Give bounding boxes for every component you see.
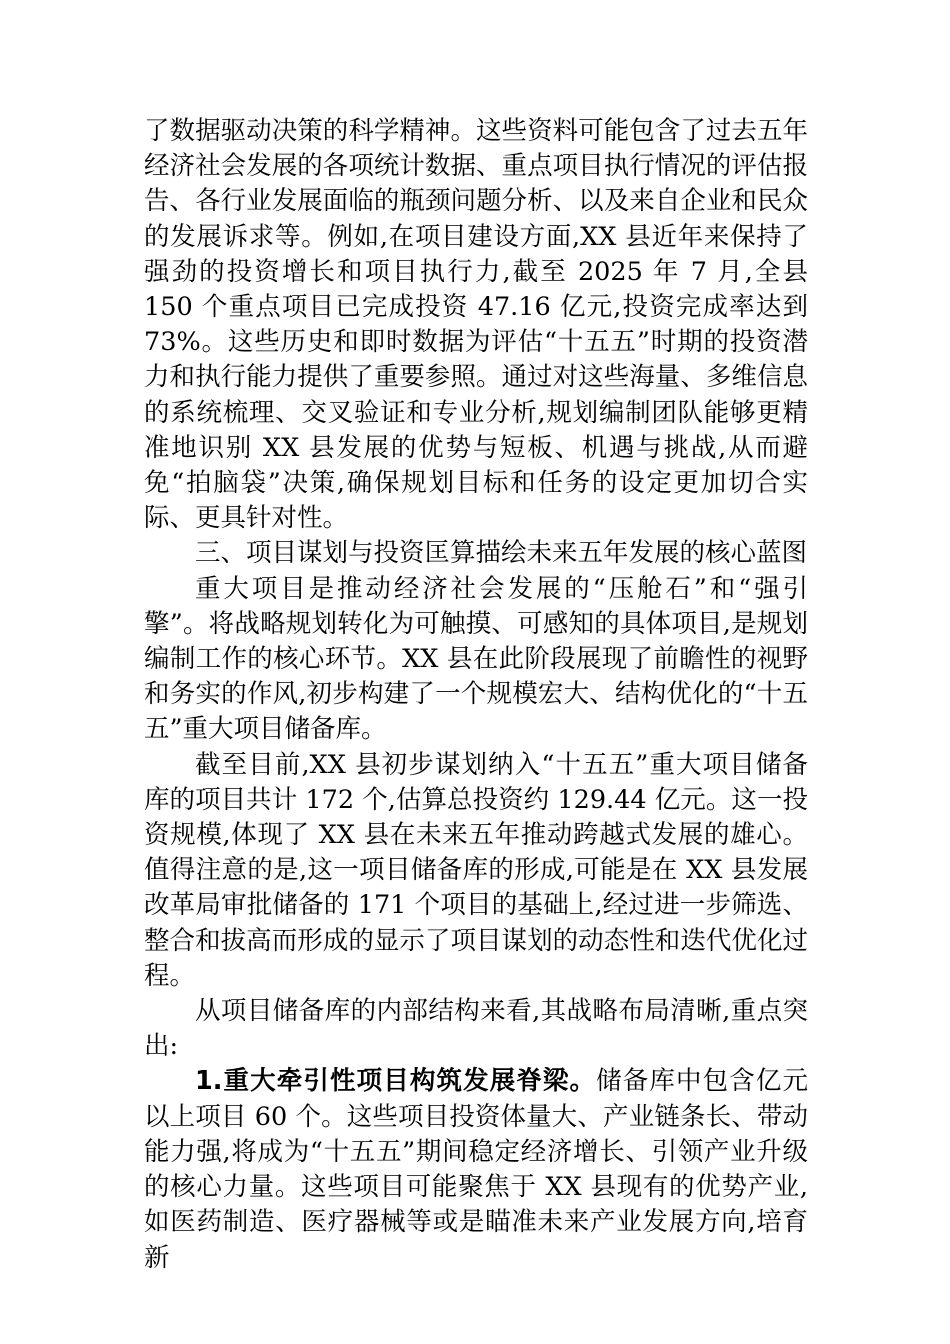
- item-heading: 1.重大牵引性项目构筑发展脊梁。: [195, 1066, 597, 1097]
- section-heading: 三、项目谋划与投资匡算描绘未来五年发展的核心蓝图: [195, 538, 808, 569]
- body-paragraph: 重大项目是推动经济社会发展的“压舱石”和“强引擎”。将战略规划转化为可触摸、可感知的具体项目,是规划编制工作的核心环节。XX 县在此阶段展现了前瞻性的视野和务实的作风,初步构建了一个规模宏大、结构优化的“十五五”重大项目储备库。: [144, 573, 808, 745]
- item-text: 储备库中包含亿元以上项目 60 个。这些项目投资体量大、产业链条长、带动能力强,将成为“十五五”期间稳定经济增长、引领产业升级的核心力量。这些项目可能聚焦于 XX 县现有的优势产业,如医药制造、医疗器械等或是瞄准未来产业发展方向,培育新: [144, 1066, 808, 1273]
- body-paragraph: [144, 1064, 808, 1275]
- body-paragraph: 从项目储备库的内部结构来看,其战略布局清晰,重点突出:: [144, 996, 808, 1062]
- body-paragraph: 截至目前,XX 县初步谋划纳入“十五五”重大项目储备库的项目共计 172 个,估算总投资约 129.44 亿元。这一投资规模,体现了 XX 县在未来五年推动跨越式发展的雄心。值得注意的是,这一项目储备库的形成,可能是在 XX 县发展改革局审批储备的 171 个项目的基础上,经过进一步筛选、整合和拔高而形成的显示了项目谋划的动态性和迭代优化过程。: [144, 749, 808, 991]
- document-page: [144, 114, 808, 1276]
- body-paragraph: 了数据驱动决策的科学精神。这些资料可能包含了过去五年经济社会发展的各项统计数据、重点项目执行情况的评估报告、各行业发展面临的瓶颈问题分析、以及来自企业和民众的发展诉求等。例如,在项目建设方面,XX 县近年来保持了强劲的投资增长和项目执行力,截至 2025 年 7 月,全县 150 个重点项目已完成投资 47.16 亿元,投资完成率达到 73%。这些历史和即时数据为评估“十五五”时期的投资潜力和执行能力提供了重要参照。通过对这些海量、多维信息的系统梳理、交叉验证和专业分析,规划编制团队能够更精准地识别 XX 县发展的优势与短板、机遇与挑战,从而避免“拍脑袋”决策,确保规划目标和任务的设定更加切合实际、更具针对性。: [144, 116, 808, 534]
